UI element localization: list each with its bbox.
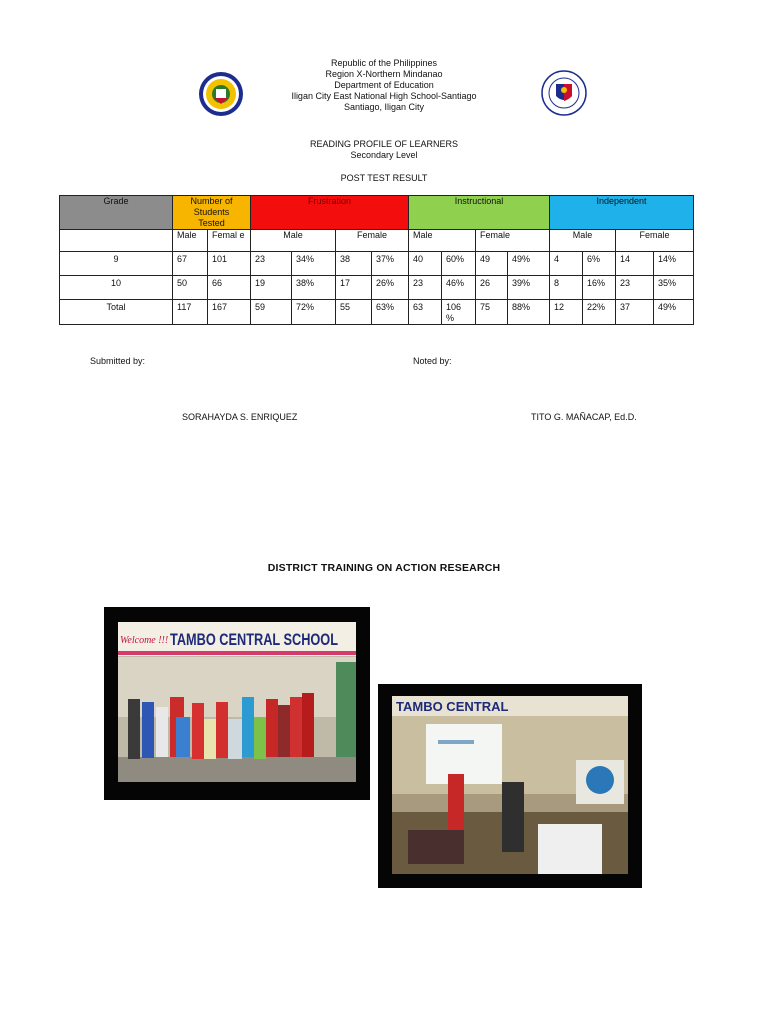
table-cell: 63 bbox=[409, 300, 442, 325]
independent-female-subheader: Female bbox=[616, 230, 694, 252]
grade-cell: Total bbox=[60, 300, 173, 325]
table-cell: 17 bbox=[336, 276, 372, 300]
table-cell: 26 bbox=[476, 276, 508, 300]
table-cell: 117 bbox=[173, 300, 208, 325]
noted-by-label: Noted by: bbox=[413, 356, 452, 366]
table-cell: 67 bbox=[173, 252, 208, 276]
banner-text: TAMBO CENTRAL bbox=[396, 699, 509, 714]
frustration-male-subheader: Male bbox=[251, 230, 336, 252]
table-subheader-row bbox=[60, 230, 694, 252]
female-subheader: Femal e bbox=[208, 230, 251, 252]
training-group-photo bbox=[104, 607, 370, 800]
number-tested-line: Tested bbox=[198, 218, 225, 228]
male-subheader: Male bbox=[173, 230, 208, 252]
frustration-female-subheader: Female bbox=[336, 230, 409, 252]
document-header bbox=[0, 58, 768, 113]
table-cell: 12 bbox=[550, 300, 583, 325]
table-cell: 37% bbox=[372, 252, 409, 276]
number-tested-line: Number of bbox=[190, 196, 233, 206]
table-cell: 4 bbox=[550, 252, 583, 276]
frustration-header: Frustration bbox=[251, 196, 409, 230]
table-cell: 38% bbox=[292, 276, 336, 300]
section-title: POST TEST RESULT bbox=[340, 173, 428, 183]
header-line: Department of Education bbox=[334, 80, 434, 90]
number-tested-header bbox=[173, 196, 251, 230]
table-cell: 22% bbox=[583, 300, 616, 325]
header-line: Region X-Northern Mindanao bbox=[325, 69, 443, 79]
number-tested-line: Students bbox=[193, 207, 230, 217]
table-cell: 34% bbox=[292, 252, 336, 276]
table-cell: 88% bbox=[508, 300, 550, 325]
table-cell: 19 bbox=[251, 276, 292, 300]
table-header-row bbox=[60, 196, 694, 230]
training-presentation-photo bbox=[378, 684, 642, 888]
table-cell: 46% bbox=[442, 276, 476, 300]
noted-by-name: TITO G. MAÑACAP, Ed.D. bbox=[531, 412, 637, 422]
grade-cell: 9 bbox=[60, 252, 173, 276]
table-cell: 14 bbox=[616, 252, 654, 276]
table-cell: 60% bbox=[442, 252, 476, 276]
grade-header: Grade bbox=[60, 196, 173, 230]
instructional-header: Instructional bbox=[409, 196, 550, 230]
independent-male-subheader: Male bbox=[550, 230, 616, 252]
table-cell: 35% bbox=[654, 276, 694, 300]
grade-subheader-blank bbox=[60, 230, 173, 252]
independent-header: Independent bbox=[550, 196, 694, 230]
table-cell: 101 bbox=[208, 252, 251, 276]
table-cell: 37 bbox=[616, 300, 654, 325]
table-cell: 8 bbox=[550, 276, 583, 300]
table-cell: 38 bbox=[336, 252, 372, 276]
table-cell: 6% bbox=[583, 252, 616, 276]
table-cell: 167 bbox=[208, 300, 251, 325]
sub-title: Secondary Level bbox=[350, 150, 418, 160]
instructional-female-subheader: Female bbox=[476, 230, 550, 252]
table-cell: 23 bbox=[251, 252, 292, 276]
table-cell: 63% bbox=[372, 300, 409, 325]
grade-cell: 10 bbox=[60, 276, 173, 300]
table-cell: 49% bbox=[654, 300, 694, 325]
table-cell: 55 bbox=[336, 300, 372, 325]
table-cell: 14% bbox=[654, 252, 694, 276]
table-row bbox=[60, 252, 694, 276]
table-cell: 23 bbox=[409, 276, 442, 300]
table-cell: 50 bbox=[173, 276, 208, 300]
table-cell: 72% bbox=[292, 300, 336, 325]
table-cell: 66 bbox=[208, 276, 251, 300]
table-cell: 75 bbox=[476, 300, 508, 325]
table-cell: 39% bbox=[508, 276, 550, 300]
header-line: Iligan City East National High School-Santiago bbox=[291, 91, 477, 101]
table-cell: 16% bbox=[583, 276, 616, 300]
instructional-male-subheader: Male bbox=[409, 230, 476, 252]
table-cell: 26% bbox=[372, 276, 409, 300]
header-line: Republic of the Philippines bbox=[330, 58, 438, 68]
table-cell: 106 % bbox=[442, 300, 476, 325]
table-cell: 49% bbox=[508, 252, 550, 276]
table-cell: 59 bbox=[251, 300, 292, 325]
table-cell: 49 bbox=[476, 252, 508, 276]
table-row bbox=[60, 300, 694, 325]
table-cell: 23 bbox=[616, 276, 654, 300]
banner-text: TAMBO CENTRAL SCHOOL bbox=[170, 630, 338, 649]
table-row bbox=[60, 276, 694, 300]
section-heading: DISTRICT TRAINING ON ACTION RESEARCH bbox=[267, 562, 501, 574]
submitted-by-label: Submitted by: bbox=[90, 356, 146, 366]
welcome-text: Welcome !!! bbox=[120, 635, 169, 646]
submitted-by-name: SORAHAYDA S. ENRIQUEZ bbox=[182, 412, 298, 422]
header-line: Santiago, Iligan City bbox=[343, 102, 425, 112]
reading-profile-table bbox=[59, 195, 694, 325]
main-title: READING PROFILE OF LEARNERS bbox=[309, 139, 459, 149]
table-cell: 40 bbox=[409, 252, 442, 276]
